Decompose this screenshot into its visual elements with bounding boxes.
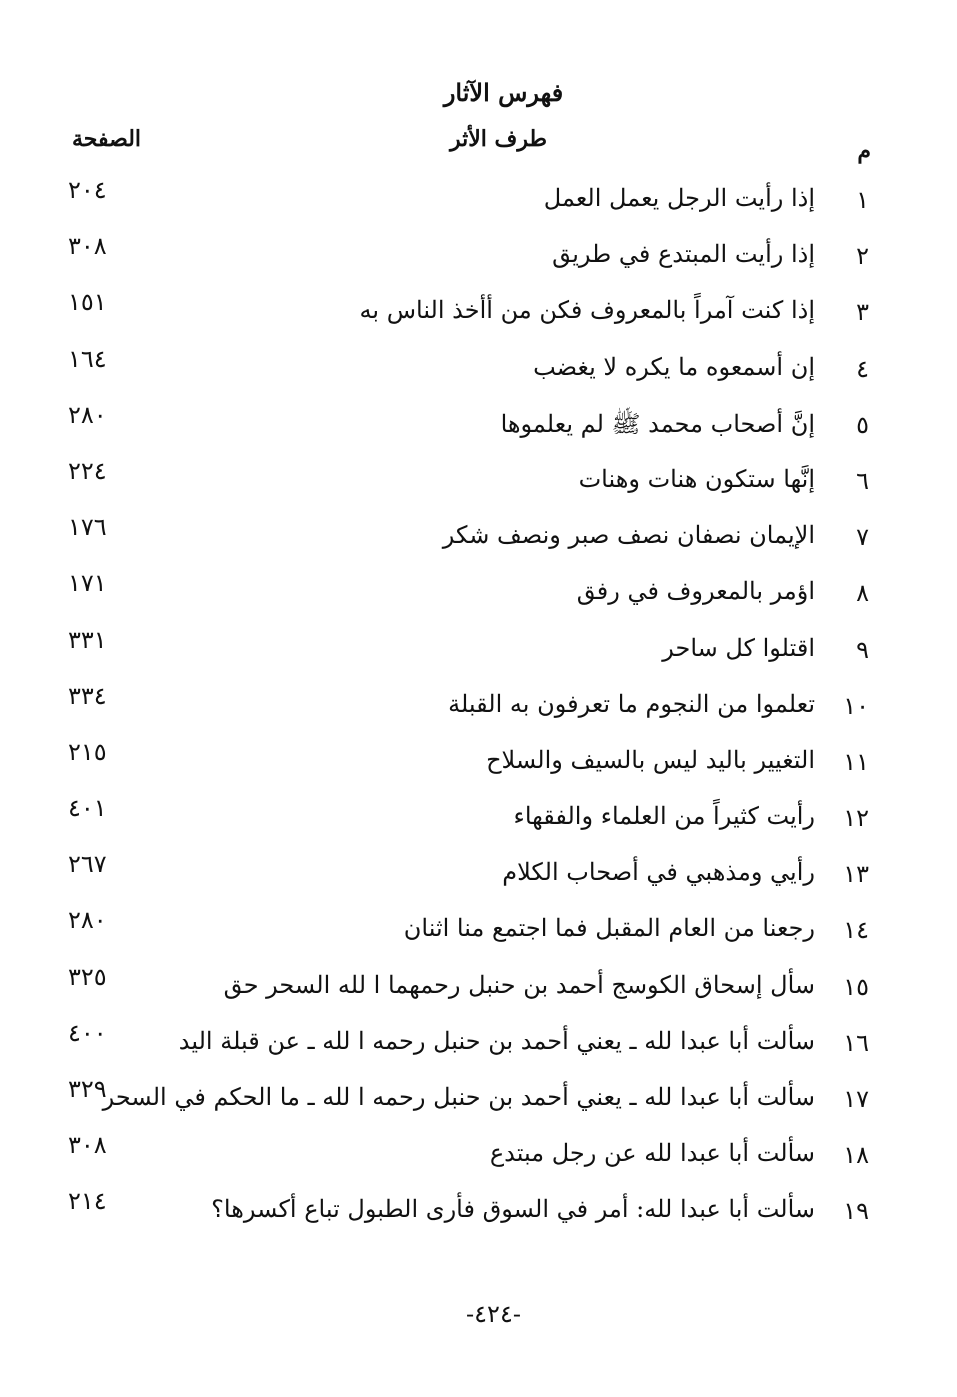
table-row [0,401,957,457]
row-page: ٢٠٤ [68,176,107,204]
table-row [0,1019,957,1075]
row-page: ٣٢٥ [68,962,107,991]
row-text: الإيمان نصفان نصف صبر ونصف شكر [442,521,815,550]
row-page: ١٧١ [68,569,107,598]
table-row [0,794,957,850]
row-text: اؤمر بالمعروف في رفق [576,577,815,606]
row-number: ٩ [856,635,869,664]
row-text: إنَّها ستكون هنات وهنات [578,464,815,493]
table-row [0,738,957,794]
row-number: ١٠ [843,691,869,720]
row-text: إذا رأيت المبتدع في طريق [552,240,815,269]
row-text: رأيي ومذهبي في أصحاب الكلام [502,858,815,887]
row-number: ١ [856,186,869,214]
row-number: ١٥ [843,972,869,1001]
row-number: ٢ [856,242,869,271]
table-row [0,288,957,344]
page-number: -٤٢٤- [466,1300,521,1328]
row-page: ٢٦٧ [68,850,107,879]
table-row [0,176,957,232]
row-text: إنَّ أصحاب محمد ﷺ لم يعلموها [500,409,815,438]
table-row [0,345,957,401]
row-page: ٢١٥ [68,737,107,766]
row-page: ٣٠٨ [68,232,107,261]
row-number: ١٦ [843,1028,869,1057]
row-page: ٤٠١ [68,794,107,823]
row-page: ٣٠٨ [68,1131,107,1160]
table-row [0,457,957,513]
row-page: ١٧٦ [68,513,107,542]
row-text: التغيير باليد ليس بالسيف والسلاح [486,745,815,774]
row-number: ١٨ [843,1141,869,1170]
table-row [0,1187,957,1243]
row-page: ٢٢٤ [68,456,107,485]
row-page: ١٥١ [68,288,107,317]
header-text: طرف الأثر [449,126,548,152]
row-number: ١٩ [843,1197,869,1226]
table-row [0,963,957,1019]
table-row [0,1131,957,1187]
row-text: تعلموا من النجوم ما تعرفون به القبلة [448,689,815,718]
row-number: ١١ [843,747,869,776]
row-page: ١٦٤ [68,344,107,373]
row-text: إذا كنت آمراً بالمعروف فكن من أأخذ الناس به [359,296,815,325]
table-row [0,626,957,682]
row-number: ١٤ [843,916,869,945]
index-table [0,176,957,1244]
row-text: سألت أبا عبدا لله عن رجل مبتدع [489,1139,815,1168]
table-row [0,906,957,962]
row-number: ٨ [856,579,869,608]
row-number: ٥ [856,410,869,439]
table-row [0,232,957,288]
table-row [0,569,957,625]
row-number: ٧ [856,523,869,552]
row-number: ٣ [856,298,869,327]
row-page: ٤٠٠ [68,1018,107,1047]
row-page: ٢٨٠ [68,400,107,429]
header-number: م [857,138,871,164]
row-page: ٢٨٠ [68,906,107,935]
row-number: ١٢ [843,804,869,833]
row-text: سألت أبا عبدا لله ـ يعني أحمد بن حنبل رحمه ا لله ـ ما الحكم في السحر [102,1083,815,1111]
table-row [0,682,957,738]
row-text: اقتلوا كل ساحر [662,633,815,662]
table-row [0,513,957,569]
table-row [0,850,957,906]
row-page: ٣٣٤ [68,681,107,710]
page-title: فهرس الآثار [443,78,564,107]
table-row [0,1075,957,1131]
row-number: ٦ [856,466,869,495]
row-text: سأل إسحاق الكوسج أحمد بن حنبل رحمهما ا لله السحر حق [223,970,815,999]
row-text: سألت أبا عبدا لله: أمر في السوق فأرى الطبول تباع أكسرها؟ [211,1195,815,1224]
row-page: ٣٣١ [68,625,107,654]
row-number: ١٧ [843,1085,869,1113]
row-number: ١٣ [843,860,869,889]
row-text: إن أسمعوه ما يكره لا يغضب [533,352,815,381]
row-page: ٢١٤ [68,1187,107,1216]
row-text: رأيت كثيراً من العلماء والفقهاء [513,802,815,831]
row-text: إذا رأيت الرجل يعمل العمل [543,184,815,212]
row-text: رجعنا من العام المقبل فما اجتمع منا اثنان [403,914,815,943]
row-number: ٤ [856,354,869,383]
row-page: ٣٢٩ [68,1075,107,1103]
row-text: سألت أبا عبدا لله ـ يعني أحمد بن حنبل رحمه ا لله ـ عن قبلة اليد [178,1026,815,1055]
header-page: الصفحة [72,126,142,152]
